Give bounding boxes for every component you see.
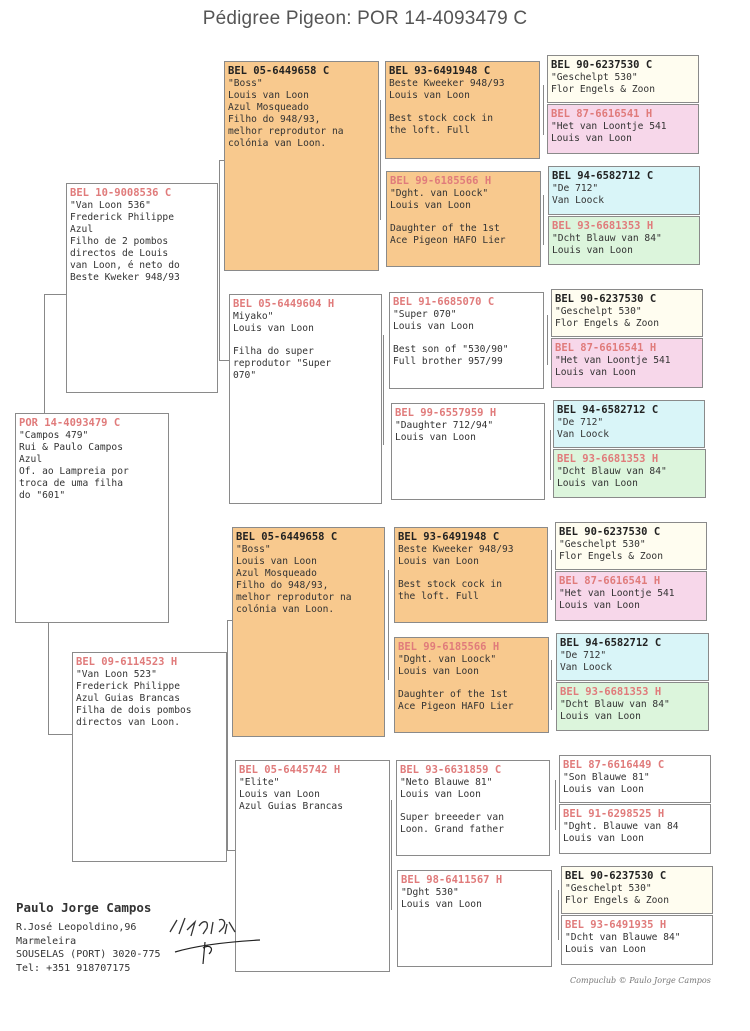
pigeon-info-line: Flor Engels & Zoon: [565, 895, 669, 906]
ring-number: BEL 93-6681353 H: [560, 686, 662, 698]
pigeon-info-line: "Campos 479": [19, 430, 89, 441]
pigeon-info-line: "Boss": [228, 78, 263, 89]
g5-card-15: [561, 866, 713, 914]
owner-address-line: R.José Leopoldino,96: [16, 922, 137, 933]
sire-card: [66, 183, 218, 393]
pigeon-info-line: Louis van Loon: [552, 245, 633, 256]
pigeon-info-line: the loft. Full: [398, 591, 479, 602]
pigeon-info-line: Flor Engels & Zoon: [559, 551, 663, 562]
pigeon-info-line: Filho de 2 pombos: [70, 236, 169, 247]
ring-number: BEL 93-6491948 C: [389, 65, 491, 77]
ring-number: BEL 05-6449658 C: [236, 531, 338, 543]
pigeon-info-line: van Loon, é neto do: [70, 260, 180, 271]
pigeon-info-line: "De 712": [552, 183, 599, 194]
ring-number: BEL 09-6114523 H: [76, 656, 178, 668]
ring-number: BEL 93-6681353 H: [552, 220, 654, 232]
pigeon-info-line: directos van Loon.: [76, 717, 180, 728]
g5-card-10: [555, 571, 707, 621]
connector-line: [551, 550, 552, 600]
g5-card-12: [556, 682, 709, 731]
pigeon-info-line: Louis van Loon: [551, 133, 632, 144]
pigeon-info-line: Beste Kweeker 948/93: [389, 78, 505, 89]
pigeon-info-line: Azul Mosqueado: [228, 102, 309, 113]
g5-card-9: [555, 522, 707, 570]
pigeon-info-line: Louis van Loon: [563, 833, 644, 844]
pigeon-info-line: "Dght 530": [401, 887, 459, 898]
spacer: [233, 335, 378, 346]
pigeon-info-line: Ace Pigeon HAFO Lier: [398, 701, 514, 712]
sdd-card: [391, 403, 545, 500]
pigeon-info-line: Louis van Loon: [559, 600, 640, 611]
ring-number: BEL 87-6616541 H: [551, 108, 653, 120]
pigeon-info-line: "Elite": [239, 777, 280, 788]
ssd-card: [386, 171, 541, 267]
connector-line: [391, 800, 392, 910]
pigeon-info-line: Daughter of the 1st: [398, 689, 508, 700]
owner-address-line: Marmeleira: [16, 935, 77, 947]
pigeon-info-line: "De 712": [560, 650, 607, 661]
dds-card: [396, 760, 550, 856]
pigeon-info-line: Of. ao Lampreia por: [19, 466, 129, 477]
pigeon-info-line: Best stock cock in: [389, 113, 493, 124]
pigeon-info-line: Azul: [70, 224, 94, 235]
pigeon-info-line: "Son Blauwe 81": [563, 772, 650, 783]
pigeon-info-line: Louis van Loon: [398, 666, 479, 677]
pigeon-info-line: Filha de dois pombos: [76, 705, 192, 716]
g5-card-7: [553, 400, 705, 448]
ring-number: BEL 93-6491948 C: [398, 531, 500, 543]
connector-line: [44, 294, 45, 414]
pigeon-info-line: Van Loock: [557, 429, 609, 440]
connector-line: [543, 85, 544, 135]
pigeon-info-line: reprodutor "Super: [233, 358, 332, 369]
g5-card-5: [551, 289, 703, 337]
pigeon-info-line: "Geschelpt 530": [565, 883, 652, 894]
connector-line: [555, 780, 556, 830]
ring-number: BEL 99-6185566 H: [390, 175, 492, 187]
pigeon-info-line: Super breeeder van: [400, 812, 504, 823]
g5-card-1: [547, 55, 699, 103]
pigeon-info-line: "Het van Loontje 541: [559, 588, 675, 599]
pigeon-info-line: "Daughter 712/94": [395, 420, 494, 431]
pigeon-info-line: Rui & Paulo Campos: [19, 442, 123, 453]
connector-line: [48, 622, 49, 734]
pigeon-info-line: "Dcht Blauw van 84": [560, 699, 670, 710]
spacer: [398, 678, 545, 689]
pigeon-info-line: Louis van Loon: [236, 556, 317, 567]
connector-line: [388, 570, 389, 680]
connector-line: [383, 335, 384, 445]
pigeon-info-line: colónia van Loon.: [228, 138, 327, 149]
pigeon-info-line: Azul Guias Brancas: [76, 693, 180, 704]
pigeon-info-line: "Boss": [236, 544, 271, 555]
ring-number: BEL 87-6616541 H: [555, 342, 657, 354]
pigeon-info-line: Frederick Philippe: [76, 681, 180, 692]
pigeon-info-line: Louis van Loon: [239, 789, 320, 800]
ring-number: BEL 05-6449604 H: [233, 298, 335, 310]
ring-number: BEL 91-6685070 C: [393, 296, 495, 308]
pigeon-info-line: "Super 070": [393, 309, 457, 320]
pigeon-info-line: Frederick Philippe: [70, 212, 174, 223]
connector-line: [551, 660, 552, 710]
spacer: [393, 333, 540, 344]
ddd-card: [397, 870, 552, 967]
pigeon-info-line: Louis van Loon: [555, 367, 636, 378]
ring-number: BEL 10-9008536 C: [70, 187, 172, 199]
pigeon-info-line: colónia van Loon.: [236, 604, 335, 615]
footer-credit: Compuclub © Paulo Jorge Campos: [570, 976, 711, 985]
pigeon-info-line: do "601": [19, 490, 66, 501]
pigeon-info-line: Louis van Loon: [560, 711, 641, 722]
pigeon-info-line: Full brother 957/99: [393, 356, 503, 367]
connector-line: [550, 430, 551, 480]
pigeon-info-line: Louis van Loon: [401, 899, 482, 910]
pigeon-info-line: melhor reprodutor na: [228, 126, 344, 137]
pigeon-info-line: "Van Loon 523": [76, 669, 157, 680]
g5-card-6: [551, 338, 703, 388]
pigeon-info-line: "Dcht Blauw van 84": [552, 233, 662, 244]
g5-card-3: [548, 166, 700, 215]
spacer: [398, 568, 544, 579]
pigeon-info-line: Miyako": [233, 311, 274, 322]
pigeon-info-line: "Geschelpt 530": [551, 72, 638, 83]
g5-card-13: [559, 755, 711, 803]
pigeon-info-line: Daughter of the 1st: [390, 223, 500, 234]
pigeon-info-line: "Van Loon 536": [70, 200, 151, 211]
page-title: Pédigree Pigeon: POR 14-4093479 C: [202, 8, 528, 29]
ring-number: BEL 90-6237530 C: [555, 293, 657, 305]
pigeon-info-line: Louis van Loon: [400, 789, 481, 800]
spacer: [389, 102, 536, 113]
pigeon-info-line: "Geschelpt 530": [559, 539, 646, 550]
pigeon-info-line: "Het van Loontje 541: [551, 121, 667, 132]
owner-name: Paulo Jorge Campos: [16, 900, 152, 915]
pigeon-info-line: Flor Engels & Zoon: [551, 84, 655, 95]
pigeon-info-line: Azul: [19, 454, 43, 465]
pigeon-info-line: Beste Kweeker 948/93: [398, 544, 514, 555]
connector-line: [219, 160, 220, 360]
dsd-card: [394, 637, 549, 733]
ring-number: BEL 98-6411567 H: [401, 874, 503, 886]
pigeon-info-line: Van Loock: [552, 195, 604, 206]
pigeon-info-line: Beste Kweker 948/93: [70, 272, 180, 283]
ring-number: BEL 05-6449658 C: [228, 65, 330, 77]
dam-sire-card: [232, 527, 385, 737]
pigeon-info-line: Louis van Loon: [393, 321, 474, 332]
g5-card-2: [547, 104, 699, 154]
pigeon-info-line: Best son of "530/90": [393, 344, 509, 355]
handwritten-signature: [165, 912, 275, 972]
pigeon-info-line: "Het van Loontje 541: [555, 355, 671, 366]
owner-block: [16, 900, 161, 975]
pigeon-info-line: "Dght. van Loock": [398, 654, 497, 665]
ring-number: BEL 93-6491935 H: [565, 919, 667, 931]
g5-card-16: [561, 915, 713, 965]
sss-card: [385, 61, 540, 159]
ring-number: BEL 90-6237530 C: [559, 526, 661, 538]
pigeon-info-line: Filho do 948/93,: [228, 114, 321, 125]
pigeon-info-line: melhor reprodutor na: [236, 592, 352, 603]
ring-number: BEL 99-6185566 H: [398, 641, 500, 653]
pigeon-info-line: "Neto Blauwe 81": [400, 777, 493, 788]
pigeon-info-line: "Dght. Blauwe van 84: [563, 821, 679, 832]
ring-number: BEL 05-6445742 H: [239, 764, 341, 776]
connector-line: [547, 315, 548, 365]
pigeon-info-line: Louis van Loon: [228, 90, 309, 101]
g5-card-14: [559, 804, 711, 854]
sds-card: [389, 292, 544, 389]
ring-number: POR 14-4093479 C: [19, 417, 121, 429]
ring-number: BEL 93-6681353 H: [557, 453, 659, 465]
ring-number: BEL 94-6582712 C: [560, 637, 662, 649]
g5-card-8: [553, 449, 706, 498]
spacer: [390, 212, 537, 223]
pigeon-info-line: "Dcht Blauw van 84": [557, 466, 667, 477]
pigeon-info-line: Louis van Loon: [395, 432, 476, 443]
pigeon-info-line: Loon. Grand father: [400, 824, 504, 835]
pigeon-info-line: "Geschelpt 530": [555, 306, 642, 317]
connector-line: [558, 890, 559, 940]
pigeon-info-line: "Dght. van Loock": [390, 188, 489, 199]
pigeon-info-line: Louis van Loon: [233, 323, 314, 334]
pigeon-info-line: troca de uma filha: [19, 478, 123, 489]
connector-line: [543, 195, 544, 245]
pigeon-info-line: "De 712": [557, 417, 604, 428]
ring-number: BEL 99-6557959 H: [395, 407, 497, 419]
connector-line: [44, 294, 67, 295]
pigeon-info-line: Louis van Loon: [557, 478, 638, 489]
pigeon-info-line: Azul Guias Brancas: [239, 801, 343, 812]
pigeon-info-line: Louis van Loon: [389, 90, 470, 101]
pigeon-info-line: the loft. Full: [389, 125, 470, 136]
pigeon-info-line: Louis van Loon: [390, 200, 471, 211]
dss-card: [394, 527, 548, 623]
ring-number: BEL 87-6616541 H: [559, 575, 661, 587]
pigeon-info-line: Louis van Loon: [565, 944, 646, 955]
ring-number: BEL 94-6582712 C: [557, 404, 659, 416]
pigeon-info-line: Azul Mosqueado: [236, 568, 317, 579]
subject-pigeon-card: [15, 413, 169, 623]
spacer: [400, 801, 546, 812]
ring-number: BEL 93-6631859 C: [400, 764, 502, 776]
connector-line: [380, 100, 381, 220]
ring-number: BEL 87-6616449 C: [563, 759, 665, 771]
pigeon-info-line: directos de Louis: [70, 248, 169, 259]
ring-number: BEL 90-6237530 C: [565, 870, 667, 882]
sire-sire-card: [224, 61, 379, 271]
pigeon-info-line: Van Loock: [560, 662, 612, 673]
pigeon-info-line: Ace Pigeon HAFO Lier: [390, 235, 506, 246]
pigeon-info-line: Filha do super: [233, 346, 314, 357]
pigeon-info-line: Filho do 948/93,: [236, 580, 329, 591]
ring-number: BEL 90-6237530 C: [551, 59, 653, 71]
connector-line: [227, 620, 228, 850]
pigeon-info-line: Louis van Loon: [398, 556, 479, 567]
dam-card: [72, 652, 227, 862]
ring-number: BEL 91-6298525 H: [563, 808, 665, 820]
pigeon-info-line: Louis van Loon: [563, 784, 644, 795]
g5-card-11: [556, 633, 709, 681]
owner-address-line: SOUSELAS (PORT) 3020-775: [16, 949, 161, 960]
sire-dam-card: [229, 294, 382, 504]
g5-card-4: [548, 216, 700, 265]
pigeon-info-line: 070": [233, 370, 257, 381]
connector-line: [48, 734, 73, 735]
ring-number: BEL 94-6582712 C: [552, 170, 654, 182]
pigeon-info-line: Flor Engels & Zoon: [555, 318, 659, 329]
owner-phone: Tel: +351 918707175: [16, 962, 131, 974]
pigeon-info-line: Best stock cock in: [398, 579, 502, 590]
pigeon-info-line: "Dcht van Blauwe 84": [565, 932, 681, 943]
